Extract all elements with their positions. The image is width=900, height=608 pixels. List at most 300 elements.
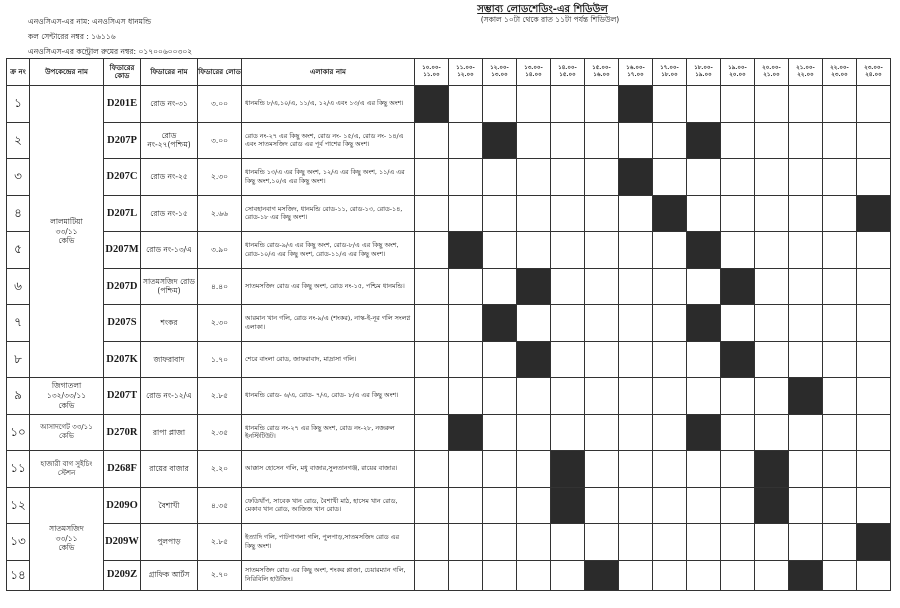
feeder-code: D207T <box>104 378 141 415</box>
feeder-name: রোড নং-১২/এ <box>141 378 198 415</box>
time-slot-label: ১৪.০০- <box>558 64 577 71</box>
loadshedding-slot-inactive <box>415 341 449 378</box>
loadshedding-slot-inactive <box>857 451 891 488</box>
substation-name <box>30 451 104 488</box>
loadshedding-slot-inactive <box>823 159 857 196</box>
loadshedding-slot-active <box>721 268 755 305</box>
loadshedding-slot-active <box>687 122 721 159</box>
col-header-time-slot <box>755 59 789 86</box>
loadshedding-slot-inactive <box>449 122 483 159</box>
loadshedding-slot-active <box>585 560 619 590</box>
loadshedding-slot-inactive <box>517 232 551 269</box>
loadshedding-slot-inactive <box>415 305 449 342</box>
loadshedding-slot-inactive <box>823 122 857 159</box>
loadshedding-slot-inactive <box>619 524 653 561</box>
loadshedding-slot-inactive <box>517 414 551 451</box>
col-header-feeder-code: ফিডারের কোড <box>104 59 141 86</box>
loadshedding-slot-inactive <box>857 414 891 451</box>
feeder-load: ২.৮৫ <box>198 378 242 415</box>
loadshedding-slot-inactive <box>619 378 653 415</box>
loadshedding-slot-inactive <box>823 414 857 451</box>
serial-number: ১৪ <box>7 560 30 590</box>
col-header-time-slot <box>483 59 517 86</box>
control-room-number: এনওসিএস-এর কন্ট্রোল রুমের নম্বর: ০১৭০০৬০০৩০২ <box>28 47 193 56</box>
loadshedding-slot-inactive <box>755 524 789 561</box>
loadshedding-slot-inactive <box>789 341 823 378</box>
table-row <box>7 268 891 305</box>
loadshedding-slot-inactive <box>653 122 687 159</box>
time-slot-label: ১১.০০ <box>423 72 440 78</box>
loadshedding-slot-inactive <box>483 560 517 590</box>
loadshedding-slot-inactive <box>619 560 653 590</box>
loadshedding-slot-inactive <box>619 341 653 378</box>
time-slot-label: ১৮.০০- <box>694 64 713 71</box>
feeder-code: D207P <box>104 122 141 159</box>
loadshedding-slot-active <box>415 86 449 123</box>
loadshedding-slot-inactive <box>449 378 483 415</box>
feeder-name: গ্রাফিক আর্টস <box>141 560 198 590</box>
feeder-code: D209Z <box>104 560 141 590</box>
loadshedding-slot-inactive <box>415 268 449 305</box>
loadshedding-slot-inactive <box>483 86 517 123</box>
loadshedding-slot-inactive <box>517 195 551 232</box>
col-header-sl: ক্র নং <box>7 59 30 86</box>
loadshedding-slot-inactive <box>789 86 823 123</box>
time-slot-label: ১৩.০০- <box>524 64 543 71</box>
loadshedding-slot-inactive <box>415 378 449 415</box>
loadshedding-slot-inactive <box>653 524 687 561</box>
feeder-name: রোড নং-২৭(পশ্চিম) <box>141 122 198 159</box>
table-row <box>7 195 891 232</box>
loadshedding-slot-inactive <box>619 122 653 159</box>
time-slot-label: ২৪.০০ <box>865 72 882 78</box>
loadshedding-slot-inactive <box>789 524 823 561</box>
loadshedding-slot-inactive <box>653 414 687 451</box>
substation-name-line: ৩৩/১১ <box>55 533 78 543</box>
substation-name-line: কেভি <box>58 400 75 410</box>
loadshedding-slot-inactive <box>415 560 449 590</box>
area-name: ধানমন্ডি রোড নং-২৭ এর কিছু অংশ, রোড নং-২৮, নজরুল ইনস্টিটিউট। <box>242 414 415 451</box>
feeder-load: ২.৮৫ <box>198 524 242 561</box>
loadshedding-slot-inactive <box>517 378 551 415</box>
area-name: রোড নং-২৭ এর কিছু অংশ, রোড নং- ১৫/এ, রোড নং- ১৪/এ এবং সাতমসজিদ রোড এর পূর্ব পাশের কিছু অংশ। <box>242 122 415 159</box>
col-header-time-slot <box>721 59 755 86</box>
feeder-name: রায়ের বাজার <box>141 451 198 488</box>
time-slot-label: ২৩.০০- <box>864 64 883 71</box>
loadshedding-slot-inactive <box>449 451 483 488</box>
col-header-time-slot <box>517 59 551 86</box>
loadshedding-slot-inactive <box>619 195 653 232</box>
feeder-load: ১.৭০ <box>198 341 242 378</box>
feeder-load: ২.৩৫ <box>198 414 242 451</box>
loadshedding-slot-inactive <box>619 451 653 488</box>
loadshedding-slot-inactive <box>619 232 653 269</box>
loadshedding-slot-active <box>721 341 755 378</box>
loadshedding-slot-inactive <box>551 341 585 378</box>
loadshedding-slot-inactive <box>687 159 721 196</box>
loadshedding-slot-inactive <box>857 305 891 342</box>
time-slot-label: ১৫.০০ <box>559 72 576 78</box>
loadshedding-slot-inactive <box>687 378 721 415</box>
loadshedding-slot-inactive <box>823 487 857 524</box>
col-header-time-slot <box>551 59 585 86</box>
col-header-area: এলাকার নাম <box>242 59 415 86</box>
loadshedding-slot-active <box>551 451 585 488</box>
loadshedding-slot-inactive <box>483 378 517 415</box>
table-row <box>7 86 891 123</box>
feeder-load: ৩.০০ <box>198 86 242 123</box>
feeder-load: ৩.৯০ <box>198 232 242 269</box>
feeder-load: ৩.০০ <box>198 122 242 159</box>
feeder-name: রাপা প্লাজা <box>141 414 198 451</box>
loadshedding-slot-inactive <box>755 122 789 159</box>
feeder-code: D209W <box>104 524 141 561</box>
loadshedding-slot-inactive <box>415 232 449 269</box>
serial-number: ২ <box>7 122 30 159</box>
loadshedding-slot-inactive <box>517 159 551 196</box>
loadshedding-slot-inactive <box>551 305 585 342</box>
time-slot-label: ১১.০০- <box>456 64 475 71</box>
loadshedding-slot-inactive <box>721 305 755 342</box>
loadshedding-slot-inactive <box>653 268 687 305</box>
loadshedding-slot-inactive <box>823 232 857 269</box>
time-slot-label: ১৬.০০ <box>593 72 610 78</box>
loadshedding-slot-inactive <box>585 195 619 232</box>
loadshedding-slot-inactive <box>585 232 619 269</box>
loadshedding-slot-inactive <box>415 487 449 524</box>
serial-number: ১০ <box>7 414 30 451</box>
time-slot-label: ২০.০০ <box>729 72 746 78</box>
loadshedding-slot-inactive <box>415 122 449 159</box>
loadshedding-slot-inactive <box>653 451 687 488</box>
loadshedding-slot-inactive <box>585 341 619 378</box>
table-body <box>7 86 891 591</box>
loadshedding-slot-inactive <box>483 268 517 305</box>
loadshedding-slot-active <box>517 268 551 305</box>
loadshedding-slot-inactive <box>789 305 823 342</box>
feeder-code: D207K <box>104 341 141 378</box>
loadshedding-slot-inactive <box>483 451 517 488</box>
loadshedding-slot-active <box>619 159 653 196</box>
serial-number: ১২ <box>7 487 30 524</box>
loadshedding-slot-inactive <box>585 159 619 196</box>
table-header-row <box>7 59 891 86</box>
time-slot-label: ১৪.০০ <box>525 72 542 78</box>
col-header-time-slot <box>449 59 483 86</box>
time-slot-label: ২২.০০ <box>797 72 814 78</box>
loadshedding-slot-inactive <box>517 86 551 123</box>
serial-number: ৮ <box>7 341 30 378</box>
loadshedding-slot-inactive <box>653 86 687 123</box>
loadshedding-slot-active <box>619 86 653 123</box>
substation-name <box>30 487 104 590</box>
substation-name-line: স্টেশন <box>57 468 76 477</box>
substation-name-line: কেভি <box>58 543 75 553</box>
table-row <box>7 524 891 561</box>
time-slot-label: ১৯.০০ <box>695 72 712 78</box>
feeder-name: শংকর <box>141 305 198 342</box>
feeder-code: D207S <box>104 305 141 342</box>
loadshedding-slot-inactive <box>857 378 891 415</box>
loadshedding-slot-inactive <box>551 122 585 159</box>
loadshedding-slot-inactive <box>517 122 551 159</box>
feeder-name: রোড নং-১৩/এ <box>141 232 198 269</box>
loadshedding-slot-inactive <box>721 414 755 451</box>
area-name: আরমান খান গলি, রোড নং-৯/এ (শংকর), নাস্ক-ই-নূর গলি সংলগ্ন এলাকা। <box>242 305 415 342</box>
col-header-time-slot <box>619 59 653 86</box>
loadshedding-slot-inactive <box>687 451 721 488</box>
feeder-code: D268F <box>104 451 141 488</box>
loadshedding-slot-inactive <box>449 341 483 378</box>
table-row <box>7 378 891 415</box>
loadshedding-slot-inactive <box>517 305 551 342</box>
substation-name-line: হাজারী বাগ সুইচিং <box>40 459 93 468</box>
loadshedding-slot-inactive <box>449 305 483 342</box>
serial-number: ১ <box>7 86 30 123</box>
loadshedding-slot-inactive <box>483 524 517 561</box>
loadshedding-slot-inactive <box>687 195 721 232</box>
time-slot-label: ১৮.০০ <box>661 72 678 78</box>
feeder-load: ৪.৪০ <box>198 268 242 305</box>
loadshedding-slot-inactive <box>789 122 823 159</box>
loadshedding-slot-inactive <box>551 414 585 451</box>
loadshedding-slot-inactive <box>687 487 721 524</box>
loadshedding-slot-inactive <box>415 451 449 488</box>
time-slot-label: ২০.০০- <box>762 64 781 71</box>
area-name: ফেডিখাঁপ, সাবেক খান রোড, বৈশাখী মাঠ, হাসেম খান রোড, মেকাব খান রোড, আজিজ খান রোড। <box>242 487 415 524</box>
loadshedding-slot-inactive <box>653 159 687 196</box>
loadshedding-slot-active <box>687 232 721 269</box>
loadshedding-slot-inactive <box>483 195 517 232</box>
loadshedding-slot-inactive <box>857 341 891 378</box>
loadshedding-slot-inactive <box>619 268 653 305</box>
feeder-code: D207C <box>104 159 141 196</box>
feeder-code: D207M <box>104 232 141 269</box>
loadshedding-slot-inactive <box>653 560 687 590</box>
loadshedding-slot-inactive <box>857 487 891 524</box>
loadshedding-slot-inactive <box>789 487 823 524</box>
substation-name-line: আসাদগেট ৩৩/১১ <box>40 423 93 432</box>
loadshedding-slot-inactive <box>551 159 585 196</box>
area-name: ধানমন্ডি ৮/এ,১০/এ, ১১/এ, ১২/এ এবং ১৩/এ এর কিছু অংশ। <box>242 86 415 123</box>
loadshedding-slot-inactive <box>755 195 789 232</box>
loadshedding-slot-inactive <box>653 487 687 524</box>
loadshedding-slot-inactive <box>449 268 483 305</box>
time-slot-label: ১০.০০- <box>422 64 441 71</box>
loadshedding-slot-active <box>789 378 823 415</box>
loadshedding-slot-inactive <box>483 232 517 269</box>
substation-name-line: কেভি <box>58 236 75 246</box>
feeder-name: পুলপাড় <box>141 524 198 561</box>
time-slot-label: ১৫.০০- <box>592 64 611 71</box>
serial-number: ১১ <box>7 451 30 488</box>
loadshedding-slot-inactive <box>721 560 755 590</box>
feeder-load: ২.৬৬ <box>198 195 242 232</box>
time-slot-label: ১৭.০০ <box>627 72 644 78</box>
loadshedding-slot-inactive <box>857 159 891 196</box>
loadshedding-slot-active <box>857 524 891 561</box>
loadshedding-slot-inactive <box>721 487 755 524</box>
loadshedding-slot-inactive <box>449 487 483 524</box>
substation-name <box>30 378 104 415</box>
loadshedding-slot-inactive <box>449 86 483 123</box>
loadshedding-slot-inactive <box>687 268 721 305</box>
loadshedding-slot-inactive <box>551 195 585 232</box>
time-slot-label: ১২.০০ <box>457 72 474 78</box>
loadshedding-slot-inactive <box>449 560 483 590</box>
loadshedding-slot-inactive <box>517 451 551 488</box>
loadshedding-slot-inactive <box>857 86 891 123</box>
substation-name <box>30 414 104 451</box>
col-header-time-slot <box>789 59 823 86</box>
loadshedding-slot-inactive <box>755 341 789 378</box>
loadshedding-slot-inactive <box>857 232 891 269</box>
call-center-number: কল সেন্টারের নম্বর : ১৬১১৬ <box>28 32 116 41</box>
loadshedding-slot-inactive <box>789 232 823 269</box>
loadshedding-slot-inactive <box>721 378 755 415</box>
feeder-name: বৈশাখী <box>141 487 198 524</box>
loadshedding-slot-inactive <box>687 341 721 378</box>
loadshedding-slot-inactive <box>653 305 687 342</box>
col-header-time-slot <box>823 59 857 86</box>
loadshedding-slot-active <box>449 232 483 269</box>
loadshedding-slot-inactive <box>585 122 619 159</box>
loadshedding-slot-inactive <box>789 195 823 232</box>
loadshedding-slot-inactive <box>619 414 653 451</box>
loadshedding-slot-inactive <box>585 86 619 123</box>
feeder-load: ২.২০ <box>198 451 242 488</box>
loadshedding-slot-inactive <box>517 524 551 561</box>
feeder-code: D207L <box>104 195 141 232</box>
substation-name-line: কেভি <box>59 432 74 441</box>
feeder-name: রোড নং-৩১ <box>141 86 198 123</box>
substation-name-line: ১৩২/৩৩/১১ <box>46 390 87 400</box>
loadshedding-slot-inactive <box>789 414 823 451</box>
loadshedding-slot-inactive <box>415 414 449 451</box>
feeder-code: D209O <box>104 487 141 524</box>
loadshedding-slot-inactive <box>755 232 789 269</box>
loadshedding-slot-inactive <box>721 86 755 123</box>
feeder-load: ৪.৩৫ <box>198 487 242 524</box>
loadshedding-slot-inactive <box>823 86 857 123</box>
feeder-code: D270R <box>104 414 141 451</box>
loadshedding-slot-inactive <box>415 195 449 232</box>
serial-number: ১৩ <box>7 524 30 561</box>
loadshedding-slot-inactive <box>823 305 857 342</box>
loadshedding-slot-inactive <box>823 451 857 488</box>
col-header-time-slot <box>585 59 619 86</box>
table-row <box>7 487 891 524</box>
feeder-name: রোড নং-১৫ <box>141 195 198 232</box>
loadshedding-slot-inactive <box>483 341 517 378</box>
loadshedding-slot-active <box>687 305 721 342</box>
loadshedding-slot-inactive <box>789 451 823 488</box>
loadshedding-slot-active <box>755 451 789 488</box>
feeder-load: ২.৩০ <box>198 159 242 196</box>
loadshedding-slot-active <box>517 341 551 378</box>
loadshedding-slot-inactive <box>585 487 619 524</box>
area-name: ধানমন্ডি রোড- ৬/এ, রোড- ৭/এ, রোড- ৮/এ এর কিছু অংশ। <box>242 378 415 415</box>
time-slot-label: ২১.০০- <box>796 64 815 71</box>
loadshedding-slot-inactive <box>721 451 755 488</box>
loadshedding-slot-inactive <box>789 159 823 196</box>
feeder-load: ২.৩০ <box>198 305 242 342</box>
feeder-code: D207D <box>104 268 141 305</box>
loadshedding-slot-inactive <box>687 524 721 561</box>
loadshedding-slot-inactive <box>653 378 687 415</box>
loadshedding-slot-active <box>687 414 721 451</box>
loadshedding-slot-inactive <box>551 560 585 590</box>
loadshedding-slot-inactive <box>585 451 619 488</box>
loadshedding-slot-inactive <box>755 268 789 305</box>
time-slot-label: ১২.০০- <box>490 64 509 71</box>
loadshedding-slot-inactive <box>449 524 483 561</box>
feeder-load: ২.৭০ <box>198 560 242 590</box>
serial-number: ৭ <box>7 305 30 342</box>
loadshedding-slot-inactive <box>857 122 891 159</box>
time-slot-label: ২১.০০ <box>763 72 780 78</box>
loadshedding-slot-inactive <box>449 195 483 232</box>
substation-name-line: ৩৩/১১ <box>55 226 78 236</box>
area-name: ধানমন্ডি রোড-৯/এ এর কিছু অংশ, রোড-৮/এ এর কিছু অংশ, রোড-১০/এ এর কিছু অংশ, রোড-১১/এ এর কিছু অংশ। <box>242 232 415 269</box>
table-row <box>7 341 891 378</box>
nesco-name: এনওসিএস-এর নাম: এনওসিএস ধানমন্ডি <box>28 17 152 26</box>
loadshedding-slot-inactive <box>483 414 517 451</box>
area-name: ইত্যাদি গলি, পাটপাগলা গলি, পুলপাড়,সাতমসজিদ রোড এর কিছু অংশ। <box>242 524 415 561</box>
loadshedding-slot-active <box>755 487 789 524</box>
loadshedding-slot-inactive <box>823 378 857 415</box>
loadshedding-slot-inactive <box>823 268 857 305</box>
col-header-time-slot <box>857 59 891 86</box>
area-name: সোবহানবাগ মসজিদ, ধানমন্ডি রোড-১১, রোড-১৩, রোড-১৪, রোড-১৮ এর কিছু অংশ। <box>242 195 415 232</box>
table-row <box>7 232 891 269</box>
loadshedding-slot-inactive <box>755 159 789 196</box>
col-header-time-slot <box>415 59 449 86</box>
loadshedding-schedule-table <box>6 58 891 591</box>
loadshedding-slot-inactive <box>585 414 619 451</box>
page-subtitle: (সকাল ১০টা থেকে রাত ১১টা পর্যন্ত শিডিউল) <box>480 15 620 24</box>
feeder-name: রোড নং-২৫ <box>141 159 198 196</box>
area-name: সাতমসজিদ রোড এর কিছু অংশ, রোড নং-১৫, পশ্চিম ধানমন্ডি। <box>242 268 415 305</box>
time-slot-label: ২২.০০- <box>830 64 849 71</box>
table-row <box>7 451 891 488</box>
loadshedding-slot-inactive <box>857 560 891 590</box>
table-row <box>7 305 891 342</box>
loadshedding-slot-active <box>551 487 585 524</box>
table-row <box>7 122 891 159</box>
loadshedding-slot-inactive <box>585 268 619 305</box>
substation-name-line: জিগাতলা <box>51 381 82 391</box>
loadshedding-slot-inactive <box>755 86 789 123</box>
loadshedding-slot-inactive <box>755 414 789 451</box>
loadshedding-slot-active <box>789 560 823 590</box>
page-title: সম্ভাব্য লোডশেডিং-এর শিডিউল <box>477 4 608 15</box>
loadshedding-slot-active <box>653 195 687 232</box>
substation-name-line: সাতমসজিদ <box>49 523 84 533</box>
area-name: শেরে বাংলা রোড, জাফরাবাদ, মাদ্রাসা গলি। <box>242 341 415 378</box>
loadshedding-slot-inactive <box>721 122 755 159</box>
feeder-name: জাফরাবাদ <box>141 341 198 378</box>
loadshedding-slot-inactive <box>483 487 517 524</box>
loadshedding-slot-inactive <box>687 560 721 590</box>
serial-number: ৯ <box>7 378 30 415</box>
loadshedding-slot-inactive <box>823 195 857 232</box>
loadshedding-slot-inactive <box>653 232 687 269</box>
area-name: ধানমন্ডি ১৩/এ এর কিছু অংশ, ১২/এ এর কিছু অংশ, ১১/এ এর কিছু অংশ,১০/এ এর কিছু অংশ। <box>242 159 415 196</box>
col-header-time-slot <box>653 59 687 86</box>
col-header-feeder-name: ফিডারের নাম <box>141 59 198 86</box>
loadshedding-slot-inactive <box>721 159 755 196</box>
